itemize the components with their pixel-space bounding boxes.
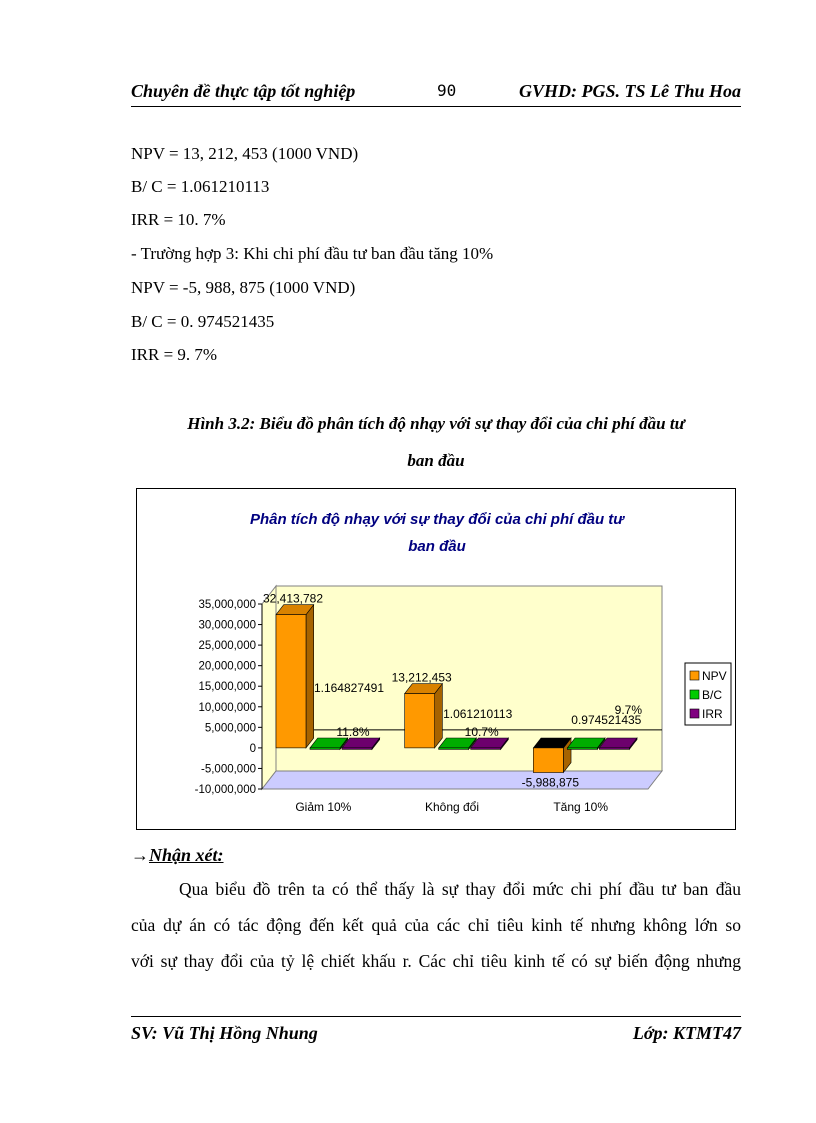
result-bc-case3: B/ C = 0. 974521435	[131, 312, 275, 331]
page-footer	[131, 1016, 741, 1047]
result-irr-case2: IRR = 10. 7%	[131, 210, 226, 229]
y-tick-label: 35,000,000	[198, 599, 256, 611]
data-label: 0.974521435	[571, 712, 642, 727]
data-label: 10.7%	[464, 724, 499, 739]
y-tick-label: 25,000,000	[198, 640, 256, 653]
y-tick-label: 10,000,000	[198, 701, 256, 714]
plot-area	[195, 586, 662, 814]
bar-npv-1	[405, 684, 443, 748]
chart-canvas	[137, 489, 735, 829]
bar-bc-2-front	[567, 748, 597, 750]
y-tick-label: 0	[249, 742, 256, 755]
result-bc-case2: B/ C = 1.061210113	[131, 177, 270, 196]
bar-npv-0-side	[306, 605, 314, 748]
data-label: 13,212,453	[391, 670, 452, 685]
x-category-label: Giảm 10%	[295, 800, 352, 814]
footer-class: Lớp: KTMT47	[632, 1023, 741, 1043]
y-tick-label: -5,000,000	[201, 763, 256, 776]
footer-student: SV: Vũ Thị Hồng Nhung	[131, 1023, 318, 1043]
data-label: 1.164827491	[313, 680, 385, 695]
bar-npv-1-side	[435, 684, 443, 748]
bar-bc-1-front	[439, 748, 469, 750]
bar-bc-0-front	[310, 748, 340, 750]
figure-caption-line1: Hình 3.2: Biểu đồ phân tích độ nhạy với sự thay đổi của chi phí đầu tư	[187, 414, 685, 433]
y-tick-label: -10,000,000	[194, 784, 256, 796]
case3-heading: - Trường hợp 3: Khi chi phí đầu tư ban đầu tăng 10%	[131, 244, 494, 263]
header-title: Chuyên đề thực tập tốt nghiệp	[131, 81, 356, 101]
chart-title-line1: Phân tích độ nhạy với sự thay đổi của chi phí đầu tư	[249, 511, 625, 528]
y-tick-label: 20,000,000	[198, 660, 256, 673]
chart-title-line2: ban đầu	[408, 538, 466, 555]
bar-npv-1-front	[405, 694, 435, 748]
plot-side-wall	[262, 586, 276, 789]
data-label: 11.8%	[336, 724, 370, 739]
comment-line1: Qua biểu đồ trên ta có thể thấy là sự thay đổi mức chi phí đầu tư ban đầu	[179, 879, 741, 899]
bar-npv-0	[276, 605, 314, 748]
comment-line3: với sự thay đổi của tỷ lệ chiết khấu r. Các chỉ tiêu kinh tế có sự biến động nhưng	[131, 951, 741, 971]
bar-npv-2-front	[533, 748, 563, 773]
legend-swatch-irr	[690, 709, 699, 718]
legend-swatch-npv	[690, 671, 699, 680]
result-npv-case2: NPV = 13, 212, 453 (1000 VND)	[131, 144, 359, 163]
figure-caption-line2: ban đầu	[407, 451, 465, 470]
y-tick-label: 5,000,000	[204, 722, 256, 735]
data-label: 1.061210113	[443, 706, 513, 721]
x-category-label: Không đổi	[424, 800, 480, 814]
y-tick-label: 30,000,000	[198, 619, 256, 632]
bar-irr-1-front	[471, 748, 501, 750]
comment-title-text: Nhận xét:	[149, 845, 224, 865]
plot-floor	[262, 771, 662, 789]
bar-npv-2	[533, 738, 571, 773]
legend-label: IRR	[702, 707, 723, 721]
bar-npv-0-front	[276, 615, 306, 748]
comment-line2: của dự án có tác động đến kết quả của các chỉ tiêu kinh tế nhưng không lớn so	[131, 915, 741, 935]
page-number: 90	[437, 81, 457, 100]
legend-label: B/C	[702, 688, 723, 702]
page-header	[131, 78, 741, 107]
comment-title	[131, 845, 224, 866]
x-category-label: Tăng 10%	[553, 800, 609, 814]
chart-legend	[685, 663, 731, 725]
sensitivity-chart	[136, 488, 736, 830]
result-npv-case3: NPV = -5, 988, 875 (1000 VND)	[131, 278, 356, 297]
y-tick-label: 15,000,000	[198, 681, 256, 694]
result-irr-case3: IRR = 9. 7%	[131, 345, 218, 364]
bar-irr-2-front	[599, 748, 629, 750]
legend-label: NPV	[702, 669, 727, 683]
legend-swatch-bc	[690, 690, 699, 699]
bar-irr-0-front	[342, 748, 372, 750]
header-supervisor: GVHD: PGS. TS Lê Thu Hoa	[518, 81, 741, 101]
data-label: -5,988,875	[521, 775, 580, 790]
arrow-icon: →	[131, 845, 149, 865]
data-label: 9.7%	[614, 702, 643, 717]
data-label: 32,413,782	[262, 591, 324, 606]
